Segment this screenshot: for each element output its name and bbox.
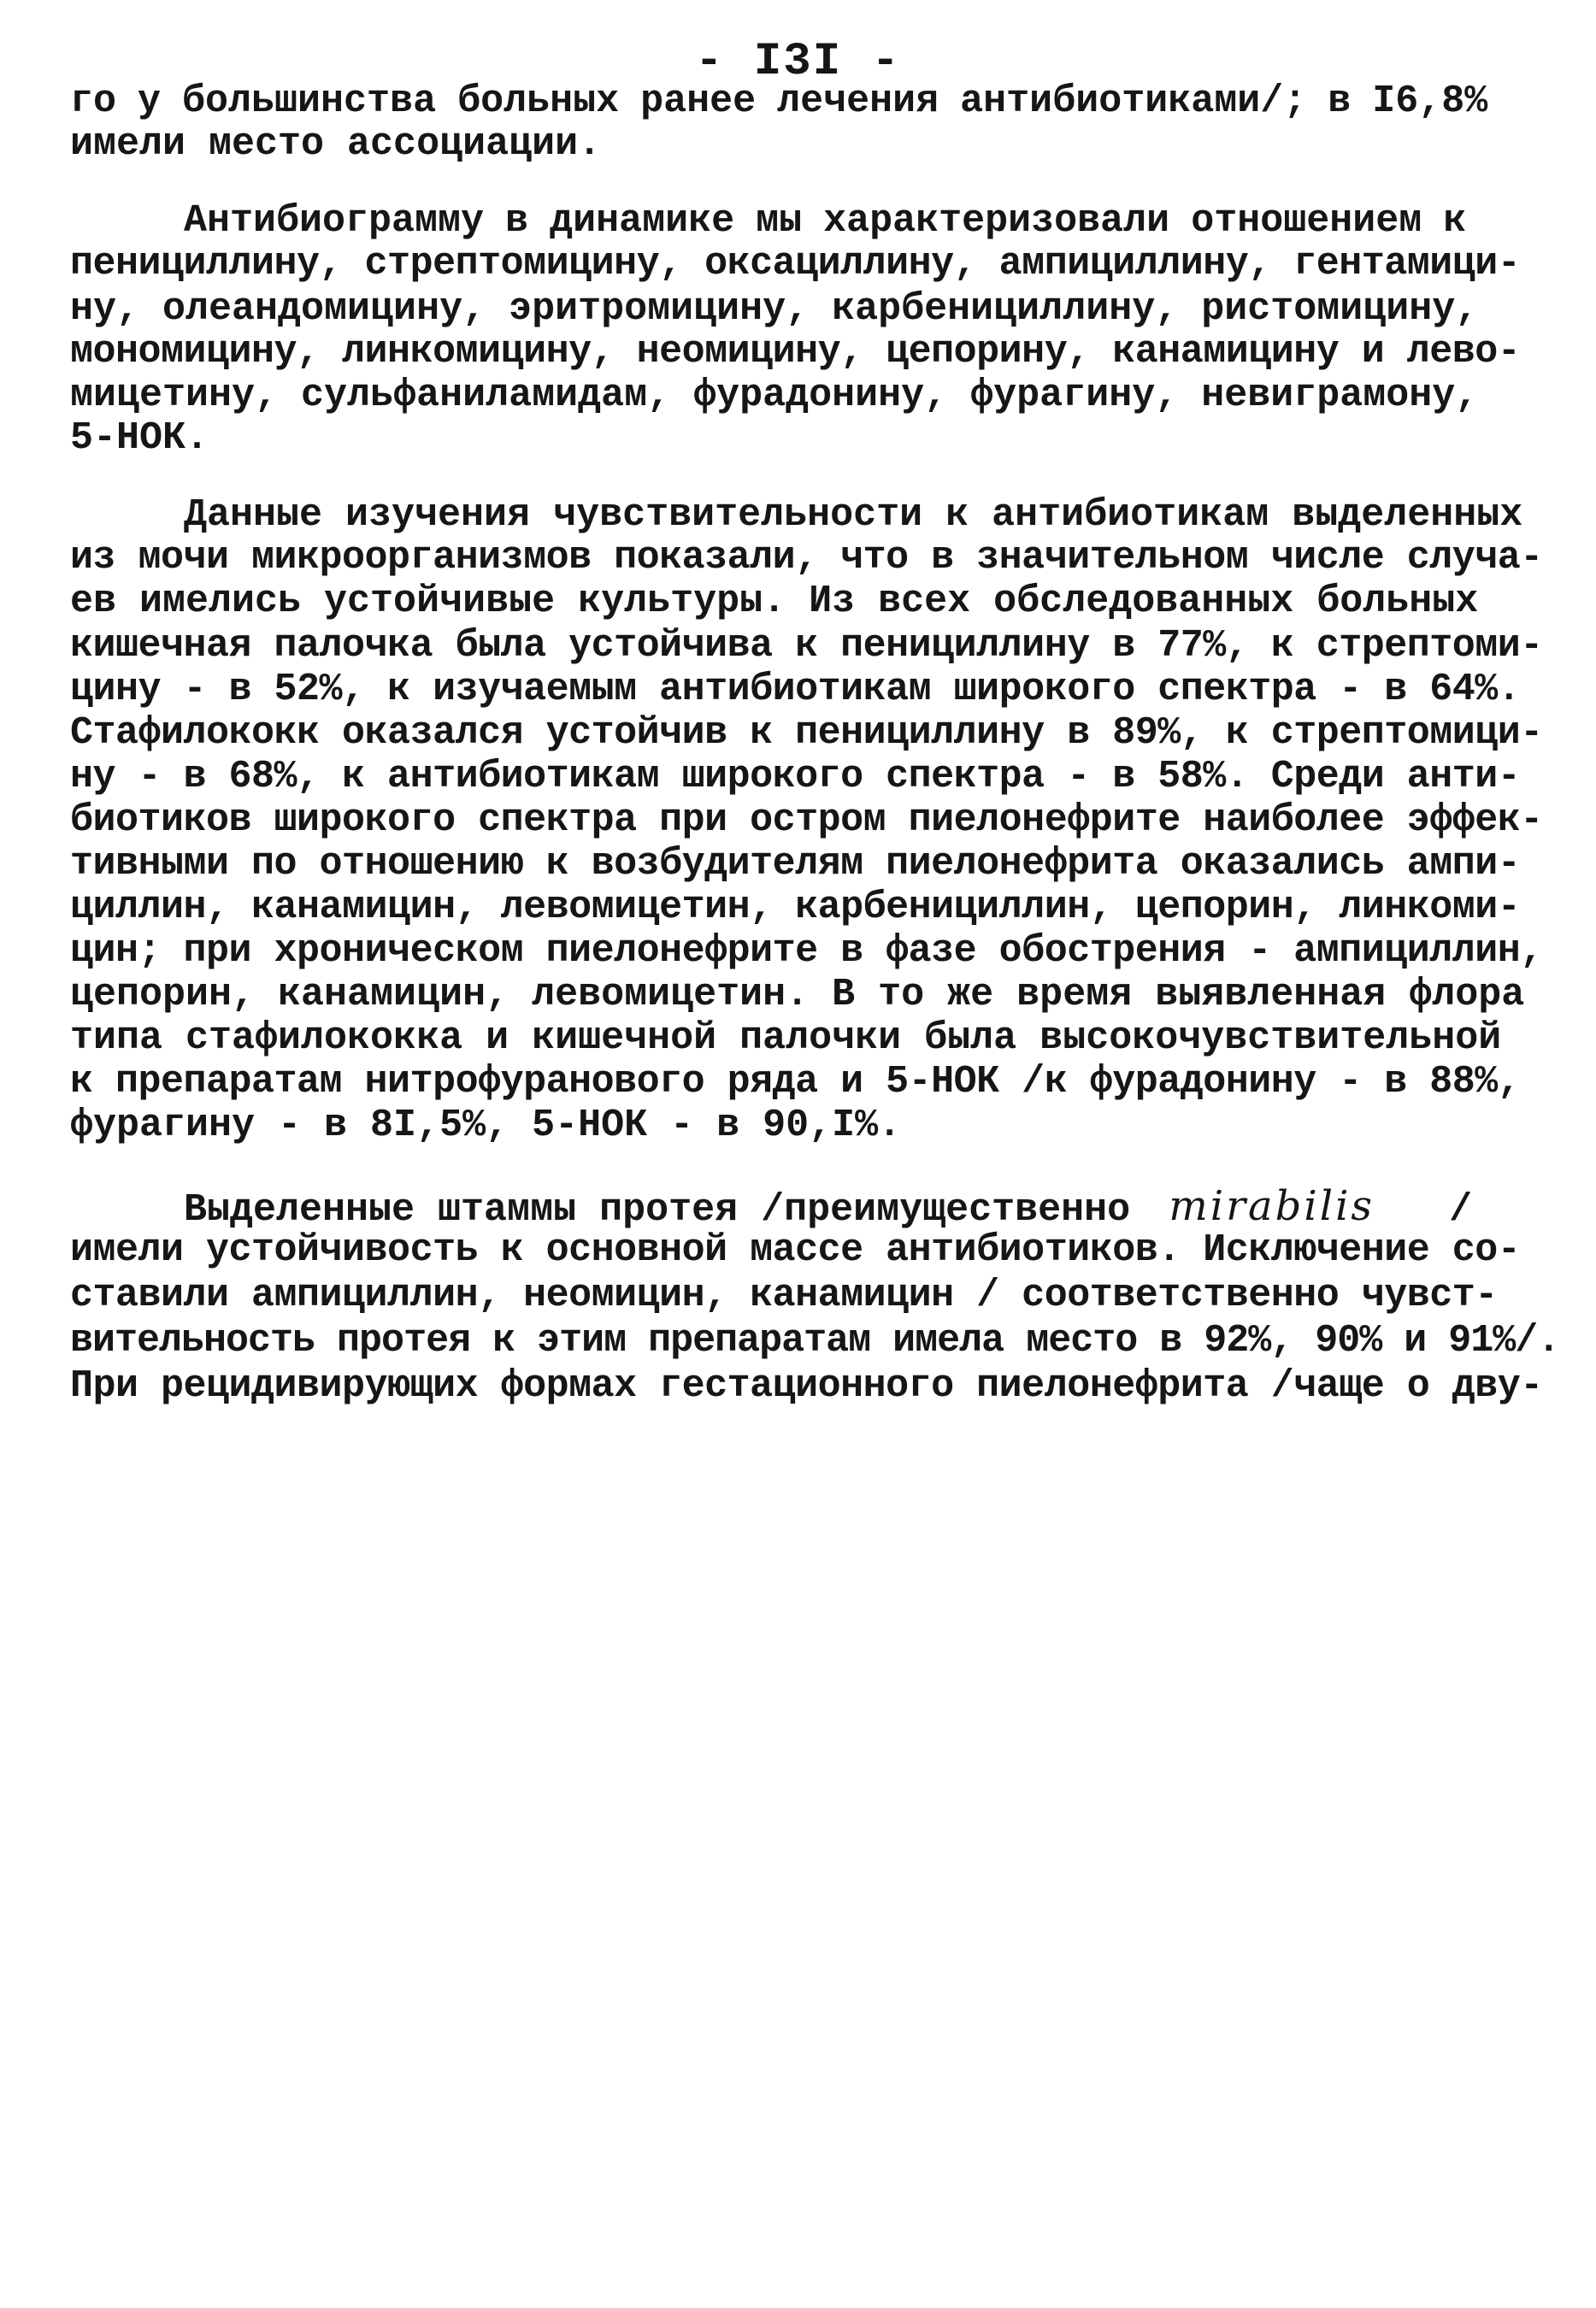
- closing-slash: /: [1449, 1188, 1473, 1232]
- text-line: го у большинства больных ранее лечения антибиотиками/; в I6,8%: [70, 79, 1488, 123]
- page-number: - I3I -: [695, 36, 901, 88]
- text-line: ну, олеандомицину, эритромицину, карбенициллину, ристомицину,: [70, 287, 1479, 331]
- text-line: фурагину - в 8I,5%, 5-НОК - в 90,I%.: [70, 1104, 902, 1147]
- text-segment: Выделенные штаммы протея /преимущественно: [184, 1188, 1131, 1232]
- text-line: ну - в 68%, к антибиотикам широкого спектра - в 58%. Среди анти-: [70, 755, 1521, 798]
- text-line: к препаратам нитрофуранового ряда и 5-НОК /к фурадонину - в 88%,: [70, 1060, 1521, 1104]
- text-line: вительность протея к этим препаратам имела место в 92%, 90% и 91%/.: [70, 1319, 1560, 1363]
- text-line: имели устойчивость к основной массе антибиотиков. Исключение со-: [70, 1228, 1521, 1272]
- text-line: биотиков широкого спектра при остром пиелонефрите наиболее эффек-: [70, 798, 1543, 842]
- text-line: цин; при хроническом пиелонефрите в фазе обострения - ампициллин,: [70, 929, 1543, 973]
- text-line: тивными по отношению к возбудителям пиелонефрита оказались ампи-: [70, 842, 1521, 886]
- text-line: циллин, канамицин, левомицетин, карбенициллин, цепорин, линкоми-: [70, 886, 1521, 929]
- text-line: При рецидивирующих формах гестационного пиелонефрита /чаще о дву-: [70, 1364, 1543, 1408]
- text-line: типа стафилококка и кишечной палочки была высокочувствительной: [70, 1016, 1502, 1060]
- text-line: цину - в 52%, к изучаемым антибиотикам широкого спектра - в 64%.: [70, 668, 1521, 711]
- handwritten-insert: mirabilis: [1169, 1182, 1375, 1230]
- text-line: пенициллину, стрептомицину, оксациллину, ампициллину, гентамици-: [70, 242, 1521, 286]
- text-line: цепорин, канамицин, левомицетин. В то же время выявленная флора: [70, 973, 1525, 1016]
- text-line: кишечная палочка была устойчива к пенициллину в 77%, к стрептоми-: [70, 624, 1543, 668]
- text-line: [184, 1182, 1473, 1232]
- text-line: Стафилококк оказался устойчив к пенициллину в 89%, к стрептомици-: [70, 711, 1543, 755]
- text-line: 5-НОК.: [70, 416, 209, 460]
- text-line: мицетину, сульфаниламидам, фурадонину, фурагину, невиграмону,: [70, 374, 1479, 417]
- text-line: из мочи микроорганизмов показали, что в значительном числе случа-: [70, 536, 1543, 580]
- text-line: ев имелись устойчивые культуры. Из всех обследованных больных: [70, 580, 1479, 623]
- text-line: мономицину, линкомицину, неомицину, цепорину, канамицину и лево-: [70, 330, 1521, 374]
- text-line: ставили ампициллин, неомицин, канамицин / соответственно чувст-: [70, 1274, 1498, 1317]
- text-line: имели место ассоциации.: [70, 122, 602, 166]
- text-line: Данные изучения чувствительности к антибиотикам выделенных: [184, 493, 1523, 537]
- text-line: Антибиограмму в динамике мы характеризовали отношением к: [184, 199, 1467, 243]
